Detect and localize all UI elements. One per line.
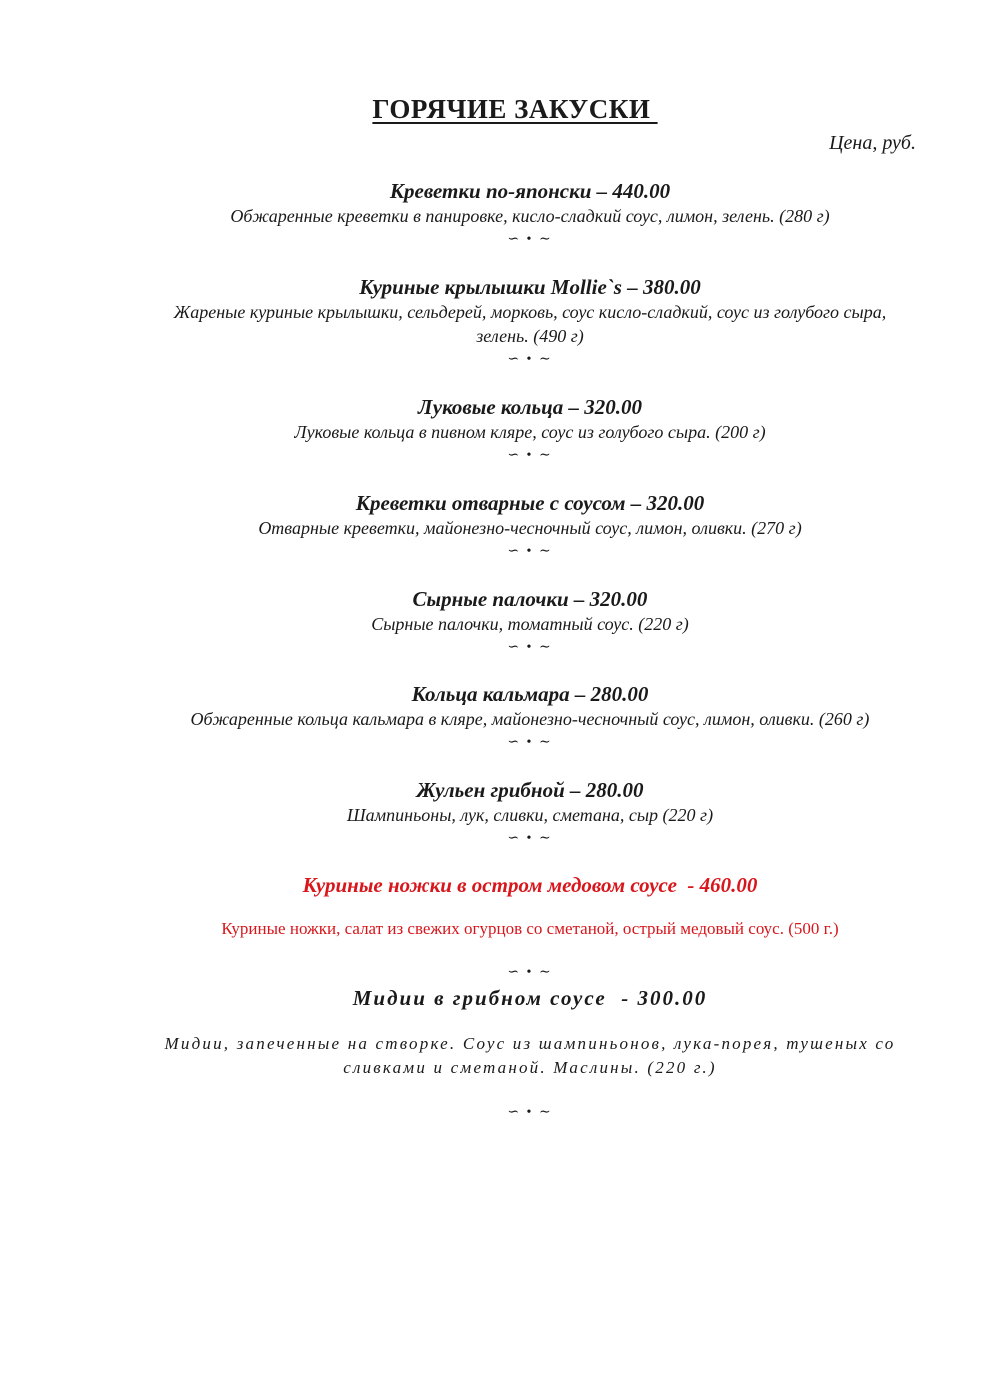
menu-item bbox=[40, 490, 989, 562]
menu-item-title: Сырные палочки – 320.00 bbox=[412, 587, 648, 611]
menu-item bbox=[40, 178, 989, 250]
menu-item bbox=[40, 394, 989, 466]
page-title: ГОРЯЧИЕ ЗАКУСКИ bbox=[372, 94, 658, 124]
menu-item-description: Шампиньоны, лук, сливки, сметана, сыр (220 г) bbox=[346, 805, 714, 825]
menu-item bbox=[40, 985, 989, 1080]
menu-item-title: Кольца кальмара – 280.00 bbox=[411, 682, 649, 706]
menu-item-description: Сырные палочки, томатный соус. (220 г) bbox=[371, 614, 689, 634]
menu-item-description: Обжаренные кольца кальмара в кляре, майонезно-чесночный соус, лимон, оливки. (260 г) bbox=[190, 709, 870, 729]
price-column-label: Цена, руб. bbox=[829, 132, 916, 154]
featured-menu-item bbox=[40, 872, 989, 941]
menu-item bbox=[40, 777, 989, 849]
ornament-divider: ∽ • ∼ bbox=[507, 1105, 553, 1120]
menu-item-title: Куриные крылышки Mollie`s – 380.00 bbox=[359, 275, 701, 299]
menu-item-description: Куриные ножки, салат из свежих огурцов со сметаной, острый медовый соус. (500 г.) bbox=[221, 919, 839, 938]
ornament-divider: ∽ • ∼ bbox=[507, 544, 553, 559]
ornament-divider: ∽ • ∼ bbox=[507, 640, 553, 655]
menu-item-title: Креветки по-японски – 440.00 bbox=[389, 179, 671, 203]
menu-item-description: Жареные куриные крылышки, сельдерей, морковь, соус кисло-сладкий, соус из голубого сыра, зелень. (490 г) bbox=[173, 302, 887, 346]
menu-item-description: Обжаренные креветки в панировке, кисло-сладкий соус, лимон, зелень. (280 г) bbox=[230, 206, 830, 226]
ornament-divider: ∽ • ∼ bbox=[507, 448, 553, 463]
ornament-divider: ∽ • ∼ bbox=[507, 232, 553, 247]
menu-item-description: Мидии, запеченные на створке. Соус из шампиньонов, лука-порея, тушеных со сливками и сметаной. Маслины. (220 г.) bbox=[164, 1034, 896, 1077]
ornament-divider: ∽ • ∼ bbox=[507, 831, 553, 846]
menu-item-title: Жульен грибной – 280.00 bbox=[416, 778, 644, 802]
menu-item-title: Мидии в грибном соусе - 300.00 bbox=[352, 986, 708, 1010]
menu-item bbox=[40, 586, 989, 658]
menu-item-description: Луковые кольца в пивном кляре, соус из голубого сыра. (200 г) bbox=[294, 422, 766, 442]
menu-item-title: Луковые кольца – 320.00 bbox=[417, 395, 643, 419]
menu-item-description: Отварные креветки, майонезно-чесночный соус, лимон, оливки. (270 г) bbox=[258, 518, 802, 538]
ornament-divider: ∽ • ∼ bbox=[507, 352, 553, 367]
menu-item bbox=[40, 681, 989, 753]
menu-item-title: Креветки отварные с соусом – 320.00 bbox=[355, 491, 705, 515]
menu-item-title: Куриные ножки в остром медовом соусе - 460.00 bbox=[302, 873, 758, 897]
menu-item bbox=[40, 274, 989, 370]
ornament-divider: ∽ • ∼ bbox=[507, 965, 553, 980]
ornament-divider: ∽ • ∼ bbox=[507, 735, 553, 750]
